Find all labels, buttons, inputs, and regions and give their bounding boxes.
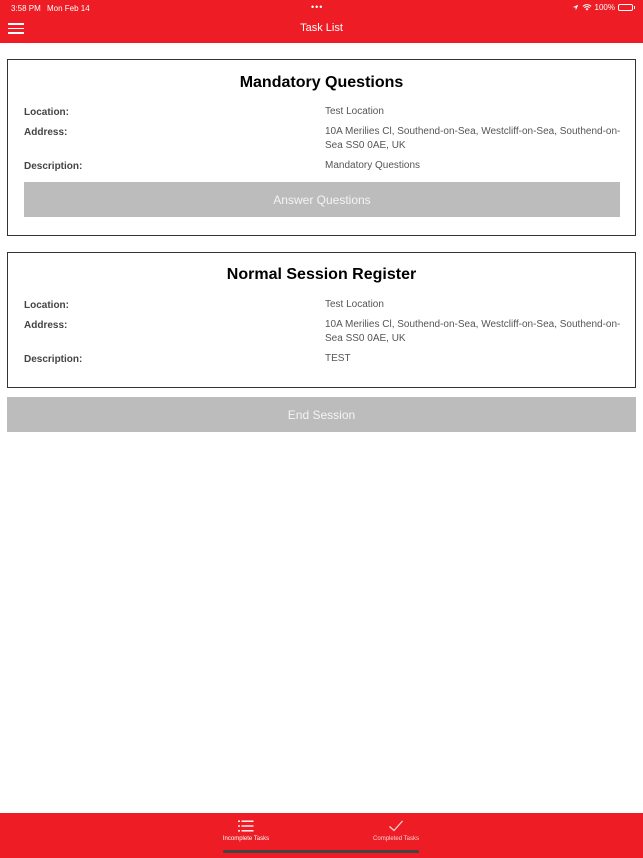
multitasking-dots[interactable]: ••• [311, 2, 324, 12]
description-label: Description: [24, 161, 83, 172]
task-title: Normal Session Register [226, 266, 417, 283]
task-card-normal-session-register [7, 252, 636, 388]
location-label: Location: [24, 300, 69, 311]
checkmark-icon [388, 820, 404, 832]
description-value: Mandatory Questions [325, 160, 421, 171]
task-title: Mandatory Questions [239, 74, 404, 91]
wifi-icon [582, 4, 592, 11]
address-label: Address: [24, 127, 68, 138]
status-bar [0, 0, 643, 16]
page-title: Task List [300, 22, 343, 34]
answer-questions-button[interactable]: Answer Questions [24, 182, 620, 217]
location-value: Test Location [325, 106, 384, 117]
battery-icon [618, 4, 633, 11]
home-indicator[interactable] [223, 850, 419, 853]
location-arrow-icon [572, 4, 579, 11]
battery-percent: 100% [594, 3, 615, 12]
status-date: Mon Feb 14 [47, 4, 90, 13]
end-session-button[interactable]: End Session [7, 397, 636, 432]
address-label: Address: [24, 320, 68, 331]
location-value: Test Location [325, 299, 384, 310]
address-value: 10A Merilies Cl, Southend-on-Sea, Westcliff-on-Sea, Southend-on-Sea SS0 0AE, UK [325, 126, 621, 151]
tab-label: Incomplete Tasks [222, 836, 270, 842]
address-value: 10A Merilies Cl, Southend-on-Sea, Westcliff-on-Sea, Southend-on-Sea SS0 0AE, UK [325, 319, 621, 344]
task-card-mandatory-questions [7, 59, 636, 236]
list-icon [238, 820, 254, 832]
location-label: Location: [24, 107, 69, 118]
description-value: TEST [325, 353, 351, 364]
description-label: Description: [24, 354, 83, 365]
top-bar [0, 0, 643, 43]
tab-label: Completed Tasks [373, 836, 419, 842]
status-indicators [572, 3, 633, 12]
status-time: 3:58 PM [11, 4, 41, 13]
